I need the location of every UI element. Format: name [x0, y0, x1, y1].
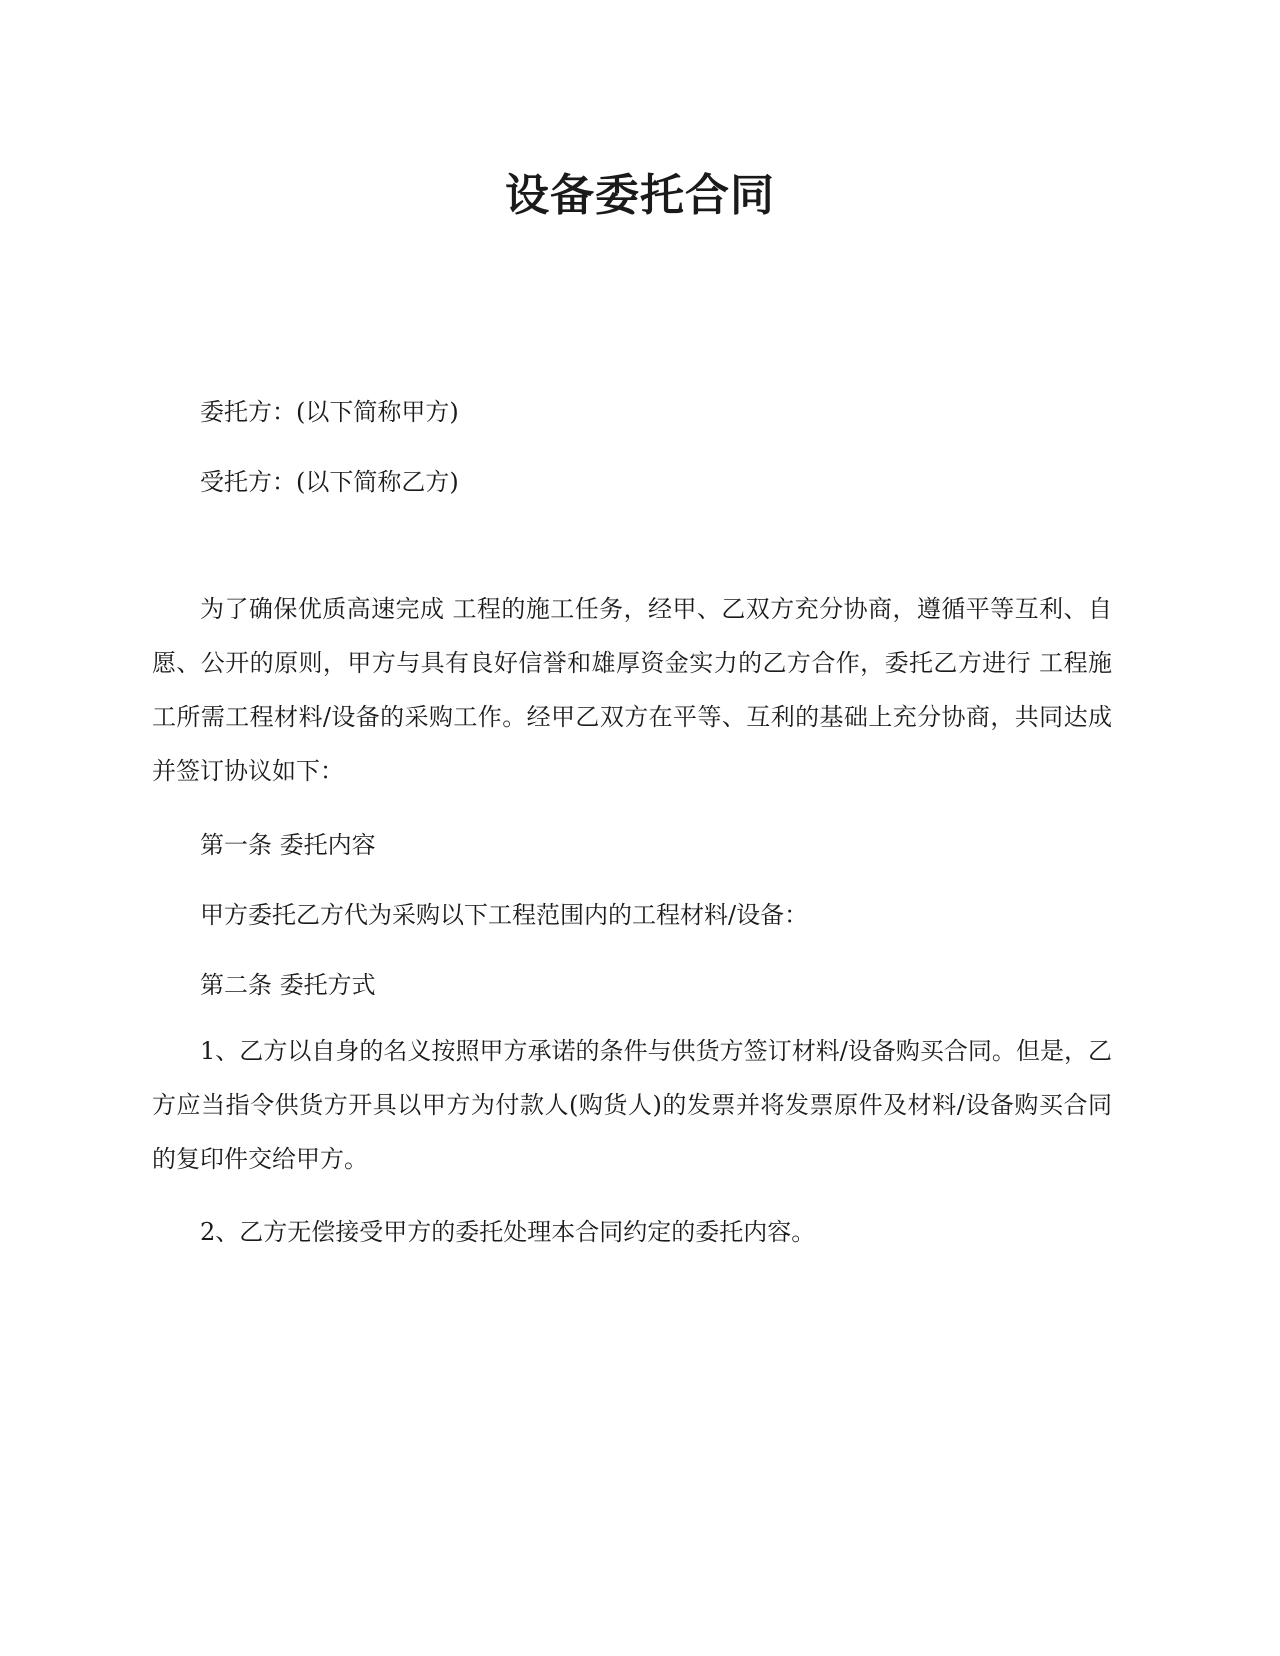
article2-heading: 第二条 委托方式 [200, 971, 376, 999]
article2-item2: 2、乙方无偿接受甲方的委托处理本合同约定的委托内容。 [200, 1218, 816, 1246]
preamble-paragraph: 为了确保优质高速完成 工程的施工任务，经甲、乙双方充分协商，遵循平等互利、自愿、公开的原则，甲方与具有良好信誉和雄厚资金实力的乙方合作，委托乙方进行 工程施工所需工程材料/设备的采购工作。经甲乙双方在平等、互利的基础上充分协商，共同达成并签订协议如下： [152, 595, 1112, 785]
document-title: 设备委托合同 [505, 170, 775, 221]
article1-body: 甲方委托乙方代为采购以下工程范围内的工程材料/设备： [200, 901, 809, 929]
agent-line: 受托方：(以下简称乙方) [200, 468, 459, 496]
article1-heading: 第一条 委托内容 [200, 831, 376, 859]
article2-item1: 1、乙方以自身的名义按照甲方承诺的条件与供货方签订材料/设备购买合同。但是，乙方应当指令供货方开具以甲方为付款人(购货人)的发票并将发票原件及材料/设备购买合同的复印件交给甲方。 [152, 1037, 1112, 1173]
principal-line: 委托方：(以下简称甲方) [200, 398, 459, 426]
